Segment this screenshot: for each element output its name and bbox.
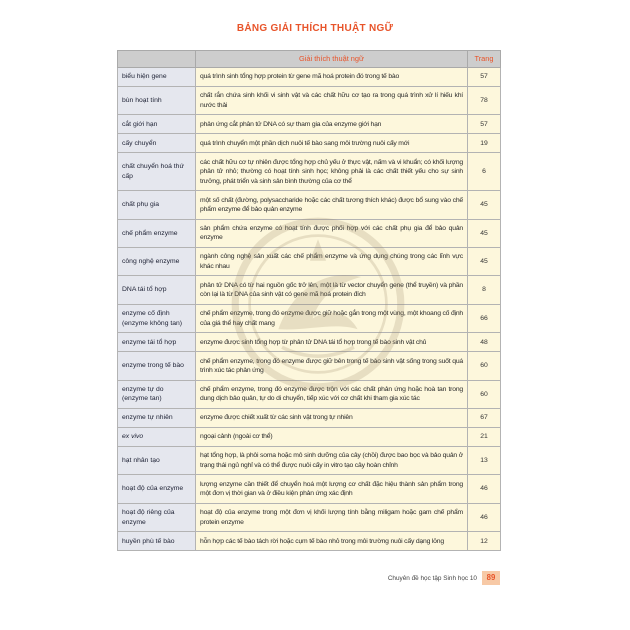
table-row: [118, 409, 501, 428]
page-number-cell: 46: [468, 503, 501, 531]
page-number-cell: 12: [468, 532, 501, 551]
term-cell: huyền phù tế bào: [118, 532, 196, 551]
term-cell: enzyme cố định (enzyme không tan): [118, 304, 196, 332]
header-page-cell: Trang: [468, 51, 501, 68]
definition-cell: phản ứng cắt phân tử DNA có sự tham gia của enzyme giới hạn: [196, 115, 468, 134]
table-row: [118, 68, 501, 87]
term-cell: enzyme tự do (enzyme tan): [118, 380, 196, 408]
table-row: [118, 248, 501, 276]
page-number-cell: 6: [468, 153, 501, 191]
table-row: [118, 380, 501, 408]
term-cell: chế phẩm enzyme: [118, 219, 196, 247]
term-cell: enzyme tái tổ hợp: [118, 333, 196, 352]
table-row: [118, 153, 501, 191]
page-number-cell: 21: [468, 428, 501, 447]
term-cell: ex vivo: [118, 428, 196, 447]
header-definition-cell: Giải thích thuật ngữ: [196, 51, 468, 68]
table-row: [118, 447, 501, 475]
page-number-cell: 66: [468, 304, 501, 332]
table-row: [118, 219, 501, 247]
term-cell: bùn hoạt tính: [118, 87, 196, 115]
table-row: [118, 333, 501, 352]
table-row: [118, 87, 501, 115]
page-number-cell: 57: [468, 115, 501, 134]
term-cell: hạt nhân tạo: [118, 447, 196, 475]
term-cell: enzyme trong tế bào: [118, 352, 196, 380]
page-number-cell: 57: [468, 68, 501, 87]
term-cell: cấy chuyển: [118, 134, 196, 153]
table-row: [118, 276, 501, 304]
page-number-badge: 89: [482, 571, 500, 585]
page-number-cell: 48: [468, 333, 501, 352]
table-row: [118, 191, 501, 219]
table-row: [118, 475, 501, 503]
term-cell: enzyme tự nhiên: [118, 409, 196, 428]
footer-book-title: Chuyên đề học tập Sinh học 10: [387, 574, 477, 582]
definition-cell: chế phẩm enzyme, trong đó enzyme được trộn với các chất phản ứng hoặc hoà tan trong dung dịch bảo quản, tự do di chuyển, tiếp xúc với cơ chất khi tham gia xúc tác: [196, 380, 468, 408]
definition-cell: ngoại cảnh (ngoài cơ thể): [196, 428, 468, 447]
term-cell: chất phụ gia: [118, 191, 196, 219]
term-cell: hoạt độ riêng của enzyme: [118, 503, 196, 531]
glossary-table: [117, 50, 501, 551]
page-number-cell: 45: [468, 219, 501, 247]
table-header-row: [118, 51, 501, 68]
table-row: [118, 428, 501, 447]
page-title: BẢNG GIẢI THÍCH THUẬT NGỮ: [236, 23, 394, 34]
definition-cell: một số chất (đường, polysaccharide hoặc các chất tương thích khác) được bổ sung vào chế phẩm enzyme để bảo quản enzyme: [196, 191, 468, 219]
page-number-cell: 45: [468, 248, 501, 276]
page-number-cell: 78: [468, 87, 501, 115]
term-cell: biểu hiện gene: [118, 68, 196, 87]
table-row: [118, 304, 501, 332]
definition-cell: ngành công nghệ sản xuất các chế phẩm enzyme và ứng dụng chúng trong các lĩnh vực khác nhau: [196, 248, 468, 276]
definition-cell: chất rắn chứa sinh khối vi sinh vật và các chất hữu cơ tạo ra trong quá trình xử lí hiếu khí nước thải: [196, 87, 468, 115]
definition-cell: sản phẩm chứa enzyme có hoạt tính được phối hợp với các chất phụ gia để bảo quản enzyme: [196, 219, 468, 247]
definition-cell: hoạt độ của enzyme trong một đơn vị khối lượng tính bằng miligam hoặc gam chế phẩm protein enzyme: [196, 503, 468, 531]
table-row: [118, 352, 501, 380]
page-number-cell: 46: [468, 475, 501, 503]
page-number-cell: 8: [468, 276, 501, 304]
page-number-cell: 19: [468, 134, 501, 153]
term-cell: cắt giới hạn: [118, 115, 196, 134]
table-row: [118, 134, 501, 153]
definition-cell: phân tử DNA có từ hai nguồn gốc trở lên, một là từ vector chuyển gene (thể truyền) và phần còn lại là từ DNA của sinh vật có gene mã hoá protein đích: [196, 276, 468, 304]
definition-cell: quá trình chuyển một phần dịch nuôi tế bào sang môi trường nuôi cấy mới: [196, 134, 468, 153]
definition-cell: chế phẩm enzyme, trong đó enzyme được giữ hoặc gắn trong một vùng, một khoang cố định của giá thể hay chất mang: [196, 304, 468, 332]
definition-cell: các chất hữu cơ tự nhiên được tổng hợp chủ yếu ở thực vật, nấm và vi khuẩn; có khối lượng phân tử nhỏ; thường có hoạt tính sinh học; không phải là các chất thiết yếu cho sự sinh trưởng, phát triển và sinh sản bình thường của cơ thể: [196, 153, 468, 191]
definition-cell: enzyme được chiết xuất từ các sinh vật trong tự nhiên: [196, 409, 468, 428]
definition-cell: enzyme được sinh tổng hợp từ phân tử DNA tái tổ hợp trong tế bào sinh vật chủ: [196, 333, 468, 352]
glossary-section: [117, 50, 500, 585]
page-number-cell: 13: [468, 447, 501, 475]
term-cell: công nghệ enzyme: [118, 248, 196, 276]
term-cell: hoạt độ của enzyme: [118, 475, 196, 503]
page-number-cell: 60: [468, 380, 501, 408]
page-number-cell: 45: [468, 191, 501, 219]
table-row: [118, 115, 501, 134]
term-cell: chất chuyển hoá thứ cấp: [118, 153, 196, 191]
definition-cell: chế phẩm enzyme, trong đó enzyme được giữ bên trong tế bào sinh vật sống trong suốt quá trình xúc tác phản ứng: [196, 352, 468, 380]
header-term-cell: [118, 51, 196, 68]
definition-cell: hạt tổng hợp, là phôi soma hoặc mô sinh dưỡng của cây (chồi) được bao bọc và bảo quản ở trạng thái ngủ nghỉ và có thể được nuôi cấy in vitro tạo cây hoàn chỉnh: [196, 447, 468, 475]
definition-cell: lượng enzyme cần thiết để chuyển hoá một lượng cơ chất đặc hiệu thành sản phẩm trong một đơn vị thời gian và ở điều kiện phản ứng xác định: [196, 475, 468, 503]
glossary-body: [118, 68, 501, 551]
definition-cell: hỗn hợp các tế bào tách rời hoặc cụm tế bào nhỏ trong môi trường nuôi cấy dạng lỏng: [196, 532, 468, 551]
page-footer: [117, 571, 500, 585]
table-row: [118, 532, 501, 551]
page-number-cell: 60: [468, 352, 501, 380]
page-number-cell: 67: [468, 409, 501, 428]
term-cell: DNA tái tổ hợp: [118, 276, 196, 304]
definition-cell: quá trình sinh tổng hợp protein từ gene mã hoá protein đó trong tế bào: [196, 68, 468, 87]
table-row: [118, 503, 501, 531]
